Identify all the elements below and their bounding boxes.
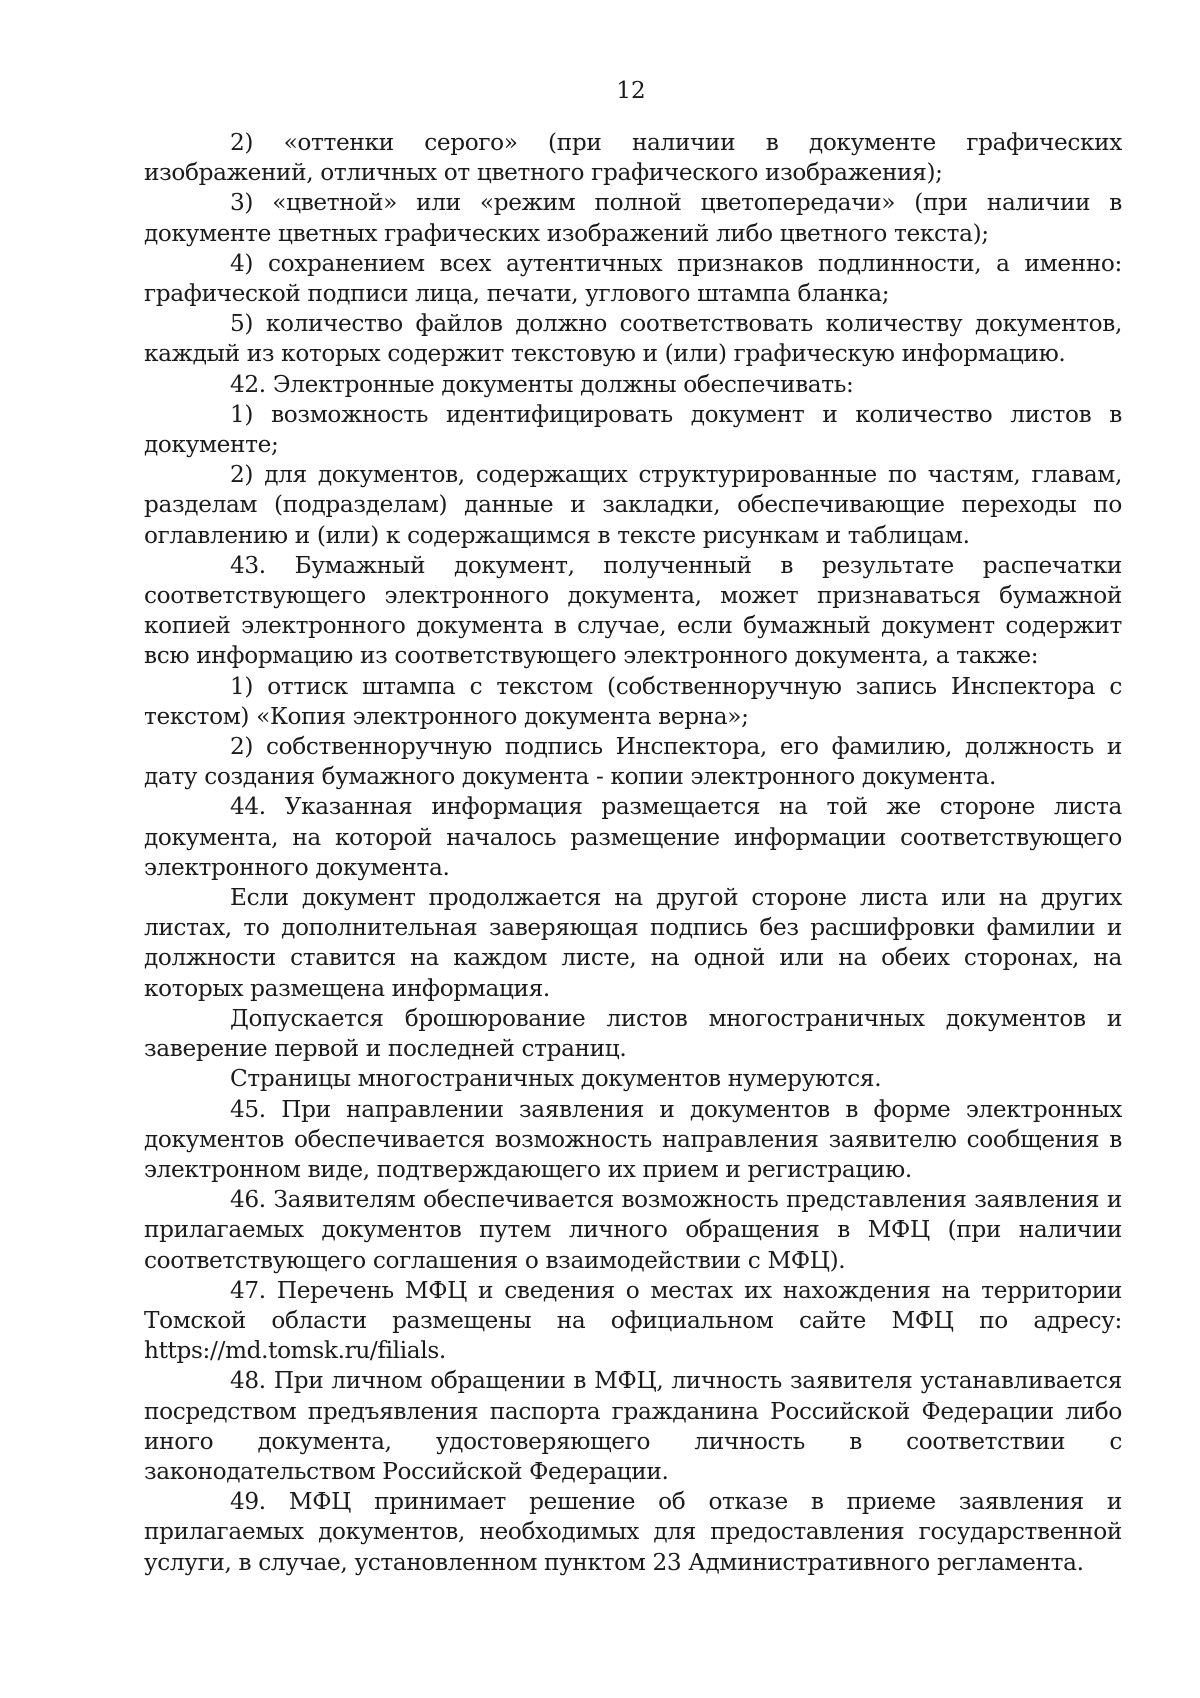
paragraph-42-item-1: 1) возможность идентифицировать документ и количество листов в документе; (144, 400, 1122, 459)
paragraph-48: 48. При личном обращении в МФЦ, личность заявителя устанавливается посредством предъявления паспорта гражданина Российской Федерации либо иного документа, удостоверяющего личность в соответствии с законодательством Российской Федерации. (144, 1367, 1122, 1485)
paragraph-44-numbering: Страницы многостраничных документов нумеруются. (230, 1065, 882, 1093)
paragraph-45: 45. При направлении заявления и документов в форме электронных документов обеспечивается возможность направления заявителю сообщения в электронном виде, подтверждающего их прием и регистрацию. (144, 1095, 1122, 1183)
paragraph-color-mode: 3) «цветной» или «режим полной цветопередачи» (при наличии в документе цветных графических изображений либо цветного текста); (144, 189, 1122, 247)
paragraph-grayscale: 2) «оттенки серого» (при наличии в документе графических изображений, отличных от цветного графического изображения); (144, 129, 1122, 187)
paragraph-43-item-2: 2) собственноручную подпись Инспектора, его фамилию, должность и дату создания бумажного документа - копии электронного документа. (144, 733, 1122, 791)
paragraph-43: 43. Бумажный документ, полученный в результате распечатки соответствующего электронного документа, может признаваться бумажной копией электронного документа в случае, если бумажный документ содержит всю информацию из соответствующего электронного документа, а также: (144, 551, 1122, 670)
paragraph-44-continuation: Если документ продолжается на другой стороне листа или на других листах, то дополнительная заверяющая подпись без расшифровки фамилии и должности ставится на каждом листе, на одной или на обеих сторонах, на которых размещена информация. (144, 884, 1122, 1002)
paragraph-authenticity: 4) сохранением всех аутентичных признаков подлинности, а именно: графической подписи лица, печати, углового штампа бланка; (144, 249, 1122, 308)
paragraph-42-item-2: 2) для документов, содержащих структурированные по частям, главам, разделам (подразделам) данные и закладки, обеспечивающие переходы по оглавлению и (или) к содержащимся в тексте рисункам и таблицам. (144, 461, 1122, 549)
paragraph-44-binding: Допускается брошюрование листов многостраничных документов и заверение первой и последней страниц. (144, 1004, 1122, 1063)
paragraph-44: 44. Указанная информация размещается на той же стороне листа документа, на которой началось размещение информации соответствующего электронного документа. (144, 793, 1122, 881)
document-body (144, 128, 1122, 1578)
paragraph-47: 47. Перечень МФЦ и сведения о местах их нахождения на территории Томской области размещены на официальном сайте МФЦ по адресу: https://md.tomsk.ru/filials. (144, 1276, 1122, 1365)
paragraph-file-count: 5) количество файлов должно соответствовать количеству документов, каждый из которых содержит текстовую и (или) графическую информацию. (144, 310, 1122, 368)
paragraph-42-heading: 42. Электронные документы должны обеспечивать: (230, 370, 854, 398)
paragraph-43-item-1: 1) оттиск штампа с текстом (собственноручную запись Инспектора с текстом) «Копия электронного документа верна»; (144, 672, 1122, 730)
paragraph-46: 46. Заявителям обеспечивается возможность представления заявления и прилагаемых документов путем личного обращения в МФЦ (при наличии соответствующего соглашения о взаимодействии с МФЦ). (144, 1186, 1122, 1274)
page-number: 12 (616, 78, 646, 104)
paragraph-49: 49. МФЦ принимает решение об отказе в приеме заявления и прилагаемых документов, необходимых для предоставления государственной услуги, в случае, установленном пунктом 23 Административного регламента. (144, 1488, 1122, 1576)
